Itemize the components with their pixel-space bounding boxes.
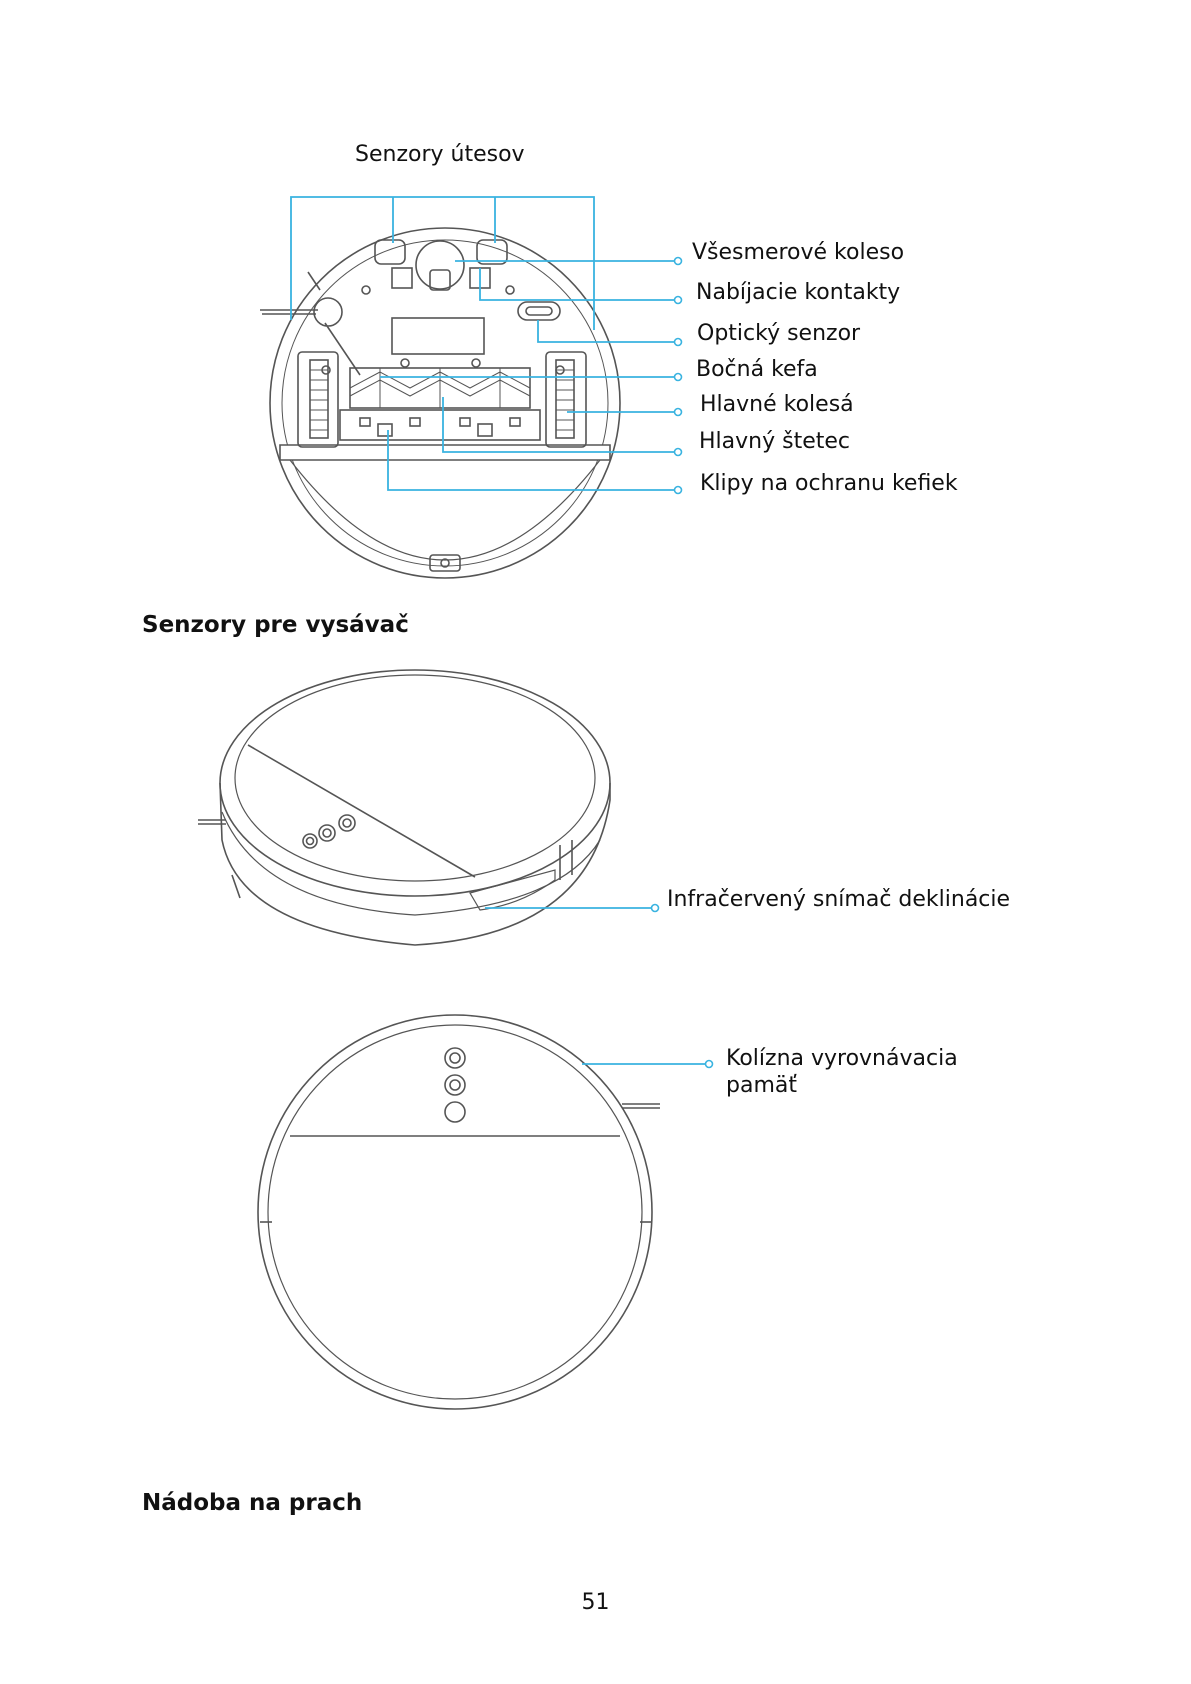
- sensors-section-heading: Senzory pre vysávač: [142, 612, 409, 638]
- label-ir-decline-sensor: Infračervený snímač deklinácie: [667, 887, 1011, 912]
- label-main-wheels: Hlavné kolesá: [700, 392, 854, 417]
- ir-sensor-window: [470, 870, 555, 910]
- label-charging-contacts: Nabíjacie kontakty: [696, 280, 901, 305]
- cliff-sensors-label: Senzory útesov: [355, 142, 525, 167]
- robot-top-outline: [258, 1015, 652, 1409]
- page-number: 51: [581, 1590, 610, 1615]
- label-brush-guard-clips: Klipy na ochranu kefiek: [700, 471, 958, 496]
- label-optical-sensor: Optický senzor: [697, 321, 861, 346]
- robot-top-surface: [220, 670, 610, 896]
- label-main-brush: Hlavný štetec: [699, 429, 850, 454]
- label-omni-wheel: Všesmerové koleso: [692, 240, 905, 265]
- label-bumper-line2: pamäť: [726, 1073, 797, 1098]
- dustbin-section-heading: Nádoba na prach: [142, 1490, 363, 1516]
- label-bumper-line1: Kolízna vyrovnávacia: [726, 1046, 958, 1071]
- label-side-brush: Bočná kefa: [696, 357, 818, 382]
